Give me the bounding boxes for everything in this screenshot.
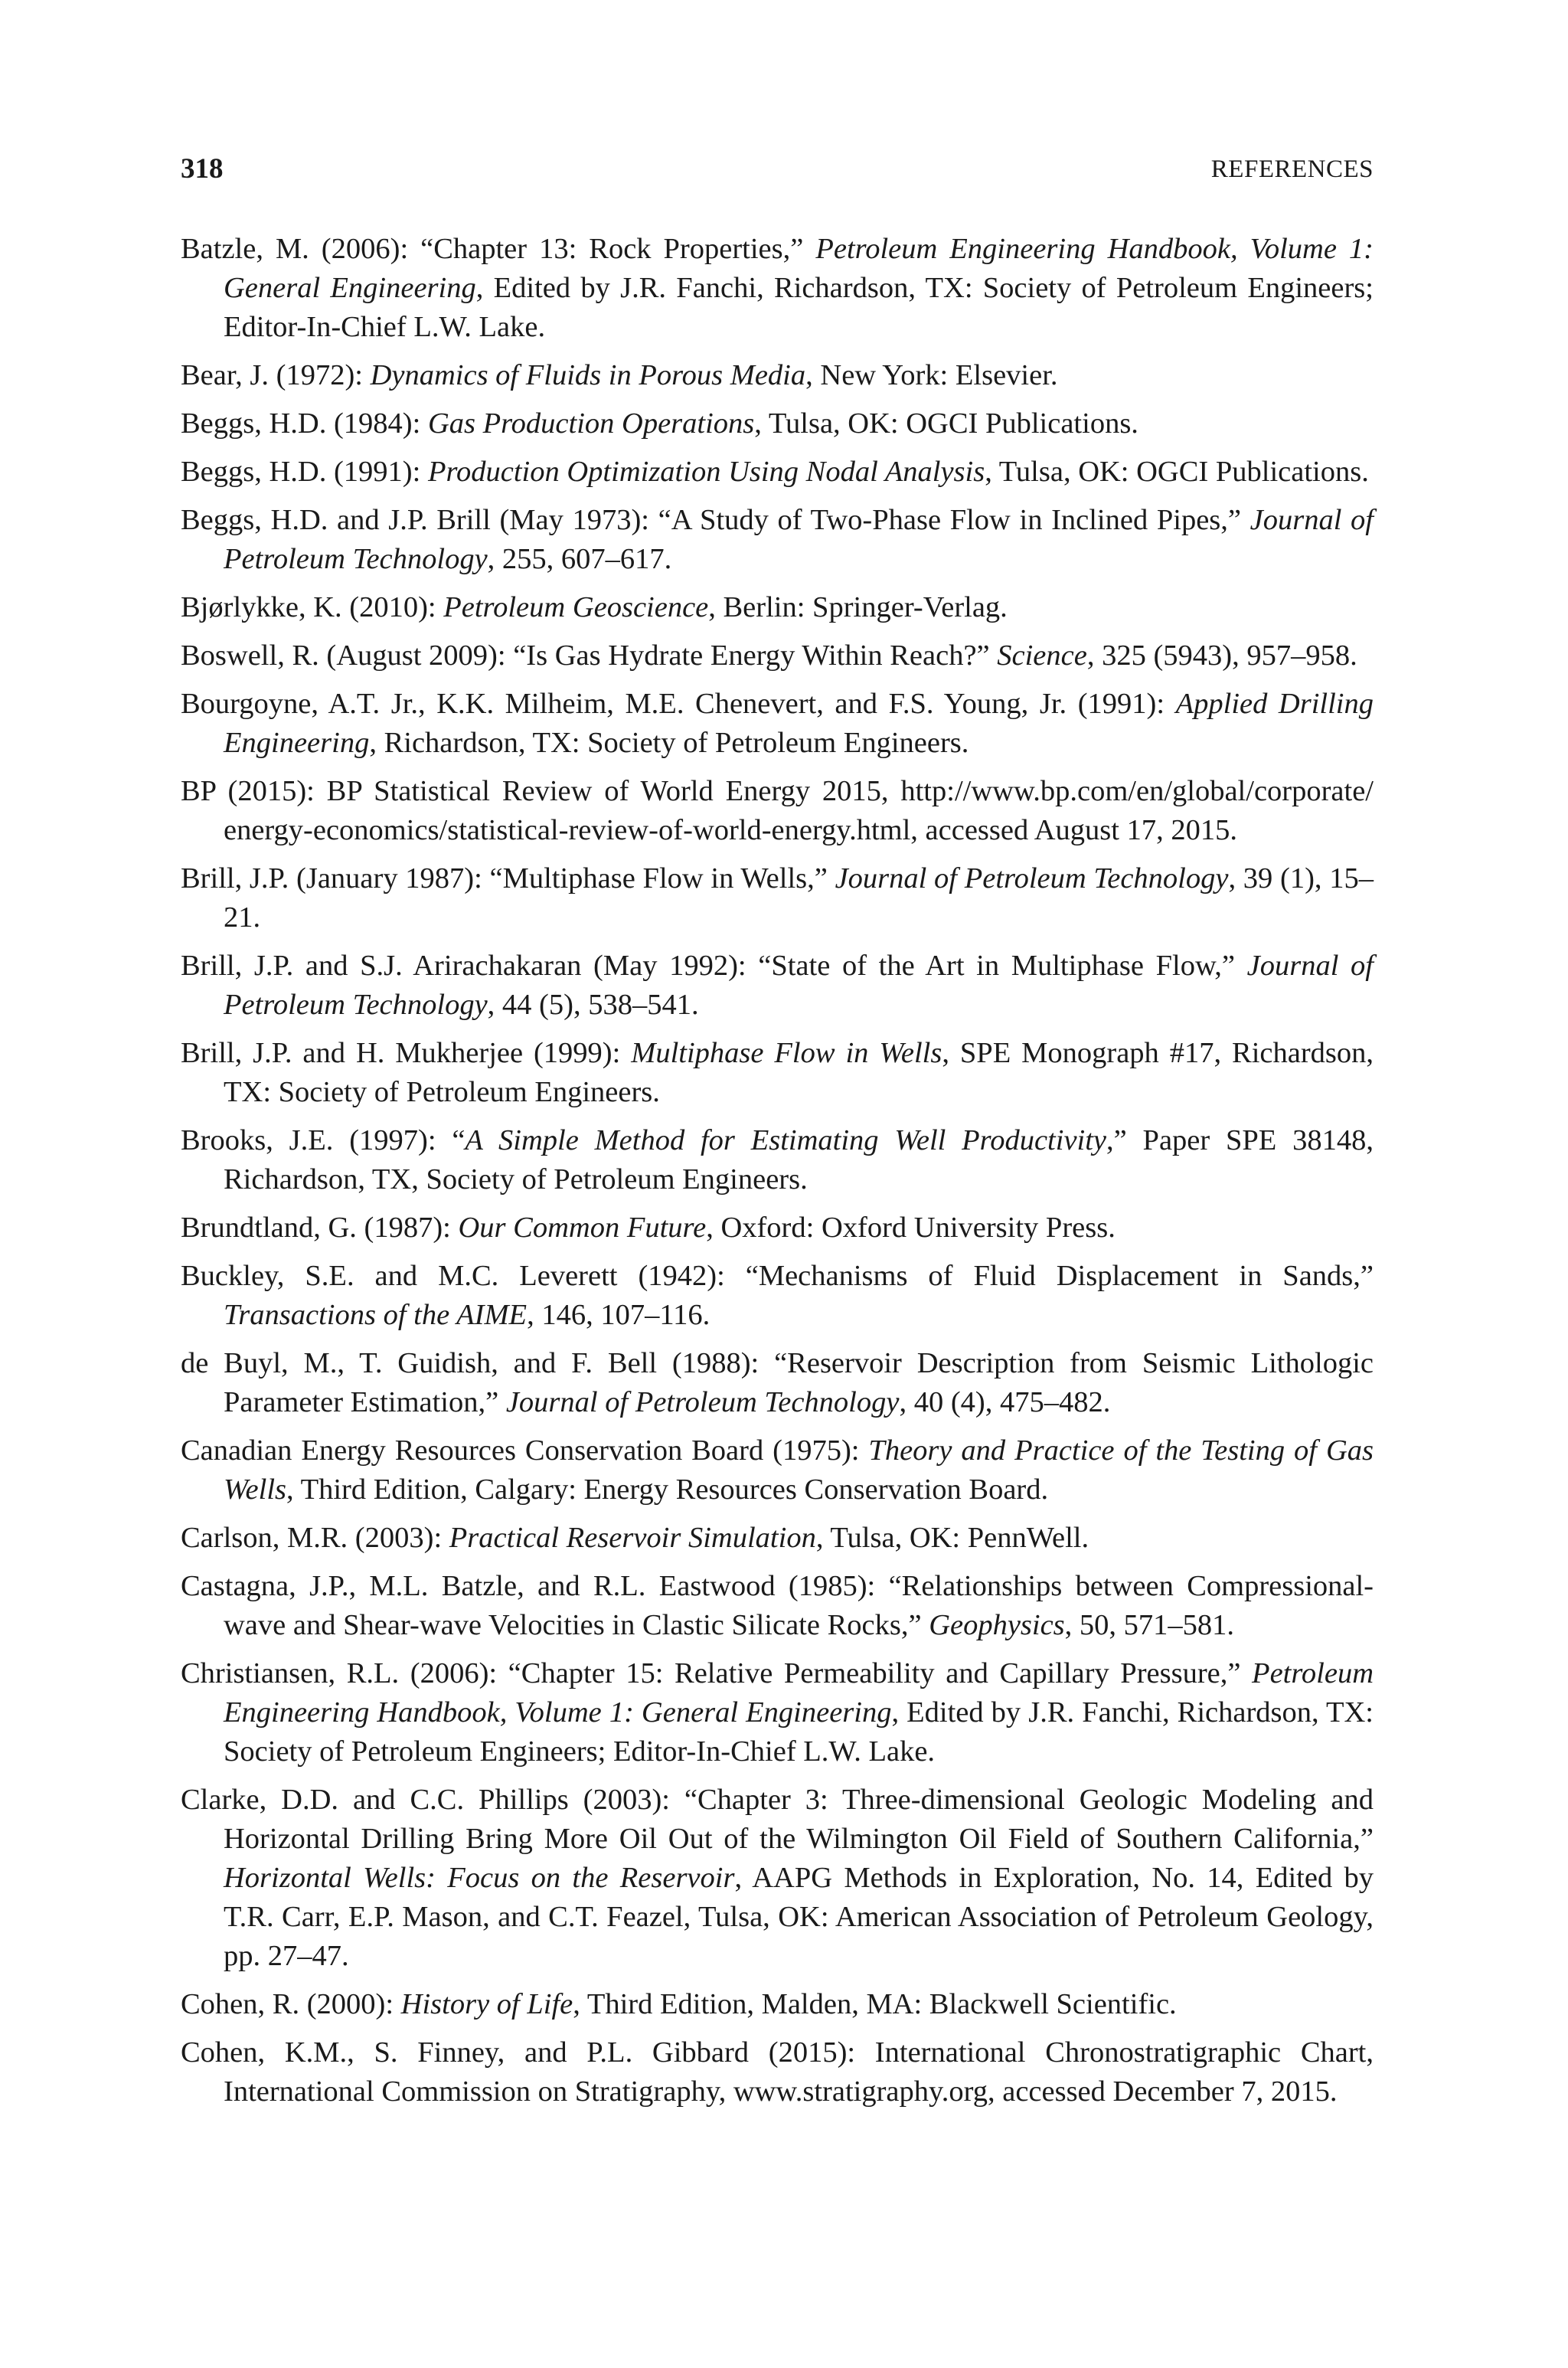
reference-entry xyxy=(181,1344,1374,1422)
reference-text: , 39 (1), 15–21. xyxy=(224,862,1374,934)
reference-text: Beggs, H.D. and J.P. Brill (May 1973): “A Study of Two-Phase Flow in Inclined Pipes,” xyxy=(181,504,1250,536)
reference-title-italic: Journal of Petroleum Technology xyxy=(224,504,1374,575)
reference-entry xyxy=(181,859,1374,937)
reference-entry xyxy=(181,947,1374,1025)
reference-text: , Richardson, TX: Society of Petroleum Engineers. xyxy=(369,727,969,759)
reference-entry xyxy=(181,230,1374,347)
reference-entry xyxy=(181,1121,1374,1199)
reference-text: Batzle, M. (2006): “Chapter 13: Rock Properties,” xyxy=(181,233,816,265)
page-number: 318 xyxy=(181,153,224,185)
reference-text: ,” Paper SPE 38148, Richardson, TX, Society of Petroleum Engineers. xyxy=(224,1124,1374,1195)
reference-text: Castagna, J.P., M.L. Batzle, and R.L. Eastwood (1985): “Relationships between Compressional-wave and Shear-wave Velocities in Clastic Silicate Rocks,” xyxy=(181,1570,1374,1641)
reference-title-italic: A Simple Method for Estimating Well Productivity xyxy=(465,1124,1107,1156)
reference-title-italic: Petroleum Engineering Handbook, Volume 1: General Engineering xyxy=(224,1657,1374,1729)
reference-text: Carlson, M.R. (2003): xyxy=(181,1522,449,1554)
reference-text: , Edited by J.R. Fanchi, Richardson, TX: Society of Petroleum Engineers; Editor-In-Chief L.W. Lake. xyxy=(224,1696,1374,1768)
reference-text: , New York: Elsevier. xyxy=(805,359,1058,391)
reference-title-italic: Gas Production Operations xyxy=(427,407,755,440)
reference-entry xyxy=(181,501,1374,579)
reference-text: Boswell, R. (August 2009): “Is Gas Hydrate Energy Within Reach?” xyxy=(181,639,998,672)
reference-text: , Tulsa, OK: PennWell. xyxy=(815,1522,1089,1554)
reference-title-italic: Multiphase Flow in Wells xyxy=(631,1037,942,1069)
reference-text: Brundtland, G. (1987): xyxy=(181,1212,459,1244)
reference-entry xyxy=(181,1567,1374,1645)
reference-title-italic: History of Life xyxy=(400,1988,573,2020)
reference-text: Brill, J.P. (January 1987): “Multiphase Flow in Wells,” xyxy=(181,862,835,895)
reference-entry xyxy=(181,1654,1374,1771)
reference-title-italic: Dynamics of Fluids in Porous Media xyxy=(370,359,806,391)
reference-title-italic: Transactions of the AIME xyxy=(224,1299,528,1331)
reference-text: , 325 (5943), 957–958. xyxy=(1086,639,1357,672)
reference-entry xyxy=(181,2033,1374,2111)
reference-entry xyxy=(181,1209,1374,1248)
reference-entry xyxy=(181,356,1374,395)
reference-text: Brill, J.P. and S.J. Arirachakaran (May 1992): “State of the Art in Multiphase Flow,” xyxy=(181,950,1247,982)
reference-text: , 50, 571–581. xyxy=(1064,1609,1235,1641)
reference-text: Christiansen, R.L. (2006): “Chapter 15: Relative Permeability and Capillary Pressure,” xyxy=(181,1657,1253,1689)
running-head: REFERENCES xyxy=(1210,155,1374,183)
reference-text: Beggs, H.D. (1991): xyxy=(181,456,428,488)
reference-entry xyxy=(181,1985,1374,2024)
reference-text: Clarke, D.D. and C.C. Phillips (2003): “Chapter 3: Three-dimensional Geologic Modeling and Horizontal Drilling Bring More Oil Out of the Wilmington Oil Field of Southern California,” xyxy=(181,1784,1374,1855)
reference-title-italic: Applied Drilling Engineering xyxy=(224,688,1374,759)
reference-text: Cohen, R. (2000): xyxy=(181,1988,401,2020)
reference-text: , 44 (5), 538–541. xyxy=(487,989,699,1021)
reference-text: , Third Edition, Malden, MA: Blackwell Scientific. xyxy=(573,1988,1177,2020)
reference-text: Beggs, H.D. (1984): xyxy=(181,407,428,440)
reference-title-italic: Journal of Petroleum Technology xyxy=(835,862,1229,895)
reference-text: , Tulsa, OK: OGCI Publications. xyxy=(985,456,1369,488)
reference-title-italic: Geophysics xyxy=(929,1609,1065,1641)
reference-title-italic: Horizontal Wells: Focus on the Reservoir xyxy=(224,1862,735,1894)
reference-text: BP (2015): BP Statistical Review of World Energy 2015, http://www.bp.com/en/global/corporate/ energy-economics/statistical-review-of-world-energy.html, accessed August 17, 2015. xyxy=(181,775,1374,846)
reference-text: , Third Edition, Calgary: Energy Resources Conservation Board. xyxy=(286,1473,1049,1506)
reference-entry xyxy=(181,1519,1374,1558)
page-header xyxy=(181,150,1374,188)
reference-title-italic: Petroleum Geoscience xyxy=(443,591,709,623)
reference-title-italic: Practical Reservoir Simulation xyxy=(449,1522,816,1554)
reference-title-italic: Our Common Future xyxy=(458,1212,707,1244)
reference-text: , SPE Monograph #17, Richardson, TX: Society of Petroleum Engineers. xyxy=(224,1037,1374,1108)
reference-title-italic: Science xyxy=(997,639,1087,672)
reference-title-italic: Theory and Practice of the Testing of Gas Wells xyxy=(224,1434,1374,1506)
reference-text: , AAPG Methods in Exploration, No. 14, Edited by T.R. Carr, E.P. Mason, and C.T. Feazel, Tulsa, OK: American Association of Petroleum Geology, pp. 27–47. xyxy=(224,1862,1374,1972)
reference-entry xyxy=(181,1034,1374,1112)
reference-entry xyxy=(181,453,1374,492)
reference-title-italic: Journal of Petroleum Technology xyxy=(505,1386,900,1418)
reference-text: de Buyl, M., T. Guidish, and F. Bell (1988): “Reservoir Description from Seismic Lithologic Parameter Estimation,” xyxy=(181,1347,1374,1418)
reference-title-italic: Petroleum Engineering Handbook, Volume 1: General Engineering xyxy=(224,233,1374,304)
reference-text: Bourgoyne, A.T. Jr., K.K. Milheim, M.E. Chenevert, and F.S. Young, Jr. (1991): xyxy=(181,688,1176,720)
reference-text: Brooks, J.E. (1997): “ xyxy=(181,1124,466,1156)
reference-text: Brill, J.P. and H. Mukherjee (1999): xyxy=(181,1037,632,1069)
reference-text: , Edited by J.R. Fanchi, Richardson, TX: Society of Petroleum Engineers; Editor-In-Chief L.W. Lake. xyxy=(224,272,1374,343)
reference-title-italic: Production Optimization Using Nodal Analysis xyxy=(427,456,985,488)
reference-entry xyxy=(181,685,1374,763)
reference-entry xyxy=(181,588,1374,627)
reference-text: , Berlin: Springer-Verlag. xyxy=(708,591,1008,623)
reference-list xyxy=(181,230,1374,2121)
reference-text: Canadian Energy Resources Conservation Board (1975): xyxy=(181,1434,869,1467)
reference-entry xyxy=(181,1431,1374,1509)
reference-text: Buckley, S.E. and M.C. Leverett (1942): “Mechanisms of Fluid Displacement in Sands,” xyxy=(181,1260,1374,1292)
reference-entry xyxy=(181,1257,1374,1335)
reference-text: , 146, 107–116. xyxy=(527,1299,710,1331)
reference-text: , 40 (4), 475–482. xyxy=(899,1386,1111,1418)
reference-text: , Tulsa, OK: OGCI Publications. xyxy=(754,407,1138,440)
reference-text: , 255, 607–617. xyxy=(487,543,672,575)
reference-entry xyxy=(181,772,1374,850)
reference-entry xyxy=(181,404,1374,443)
reference-text: , Oxford: Oxford University Press. xyxy=(706,1212,1116,1244)
reference-entry xyxy=(181,1781,1374,1976)
reference-title-italic: Journal of Petroleum Technology xyxy=(224,950,1374,1021)
reference-text: Bear, J. (1972): xyxy=(181,359,371,391)
reference-text: Cohen, K.M., S. Finney, and P.L. Gibbard (2015): International Chronostratigraphic Chart, International Commission on Stratigraphy, www.stratigraphy.org, accessed December 7, 2015. xyxy=(181,2036,1374,2108)
reference-text: Bjørlykke, K. (2010): xyxy=(181,591,444,623)
reference-entry xyxy=(181,636,1374,675)
